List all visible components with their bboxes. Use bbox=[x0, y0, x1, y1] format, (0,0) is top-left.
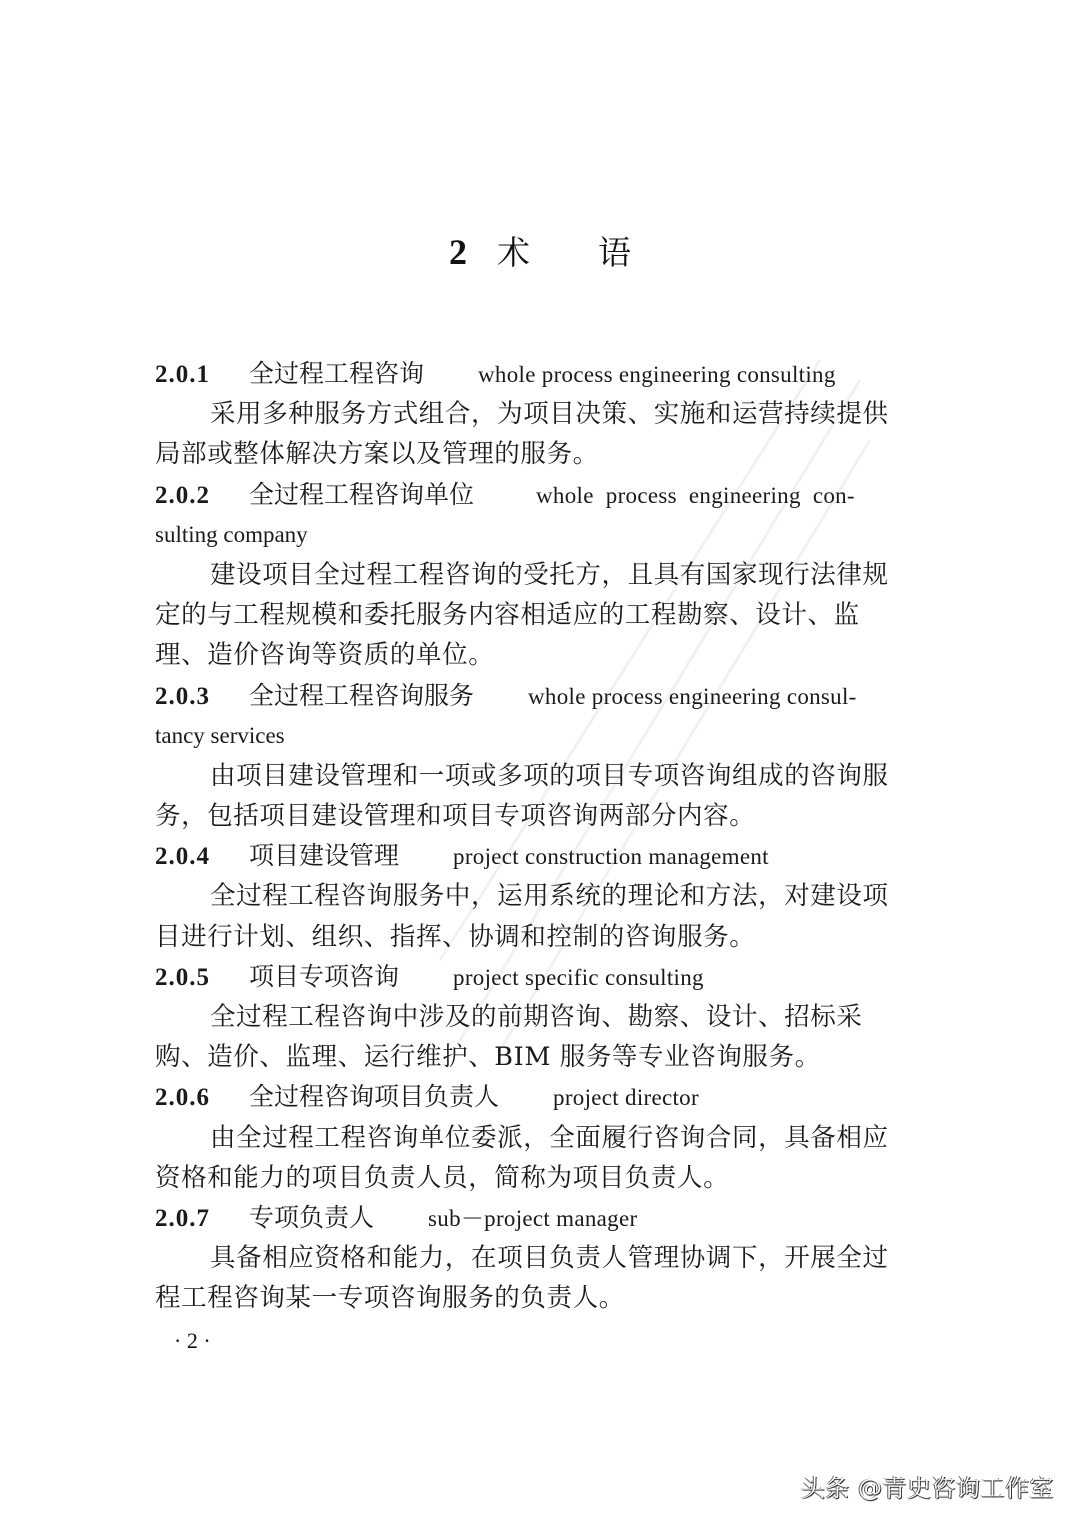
term-chinese: 项目建设管理 bbox=[249, 841, 400, 871]
term-definition-line: 全过程工程咨询服务中，运用系统的理论和方法，对建设项 bbox=[210, 881, 889, 912]
term-heading bbox=[155, 676, 910, 716]
term-number: 2.0.4 bbox=[155, 843, 210, 871]
term-definition-line: 具备相应资格和能力，在项目负责人管理协调下，开展全过 bbox=[210, 1243, 889, 1274]
term-chinese: 专项负责人 bbox=[249, 1202, 375, 1232]
term-definition-line: 采用多种服务方式组合，为项目决策、实施和运营持续提供 bbox=[210, 399, 889, 430]
term-heading bbox=[155, 1077, 910, 1117]
term-english-continued: tancy services bbox=[155, 722, 285, 748]
term-heading bbox=[155, 1198, 910, 1238]
term-chinese: 全过程工程咨询服务 bbox=[249, 680, 475, 710]
chapter-number: 2 bbox=[449, 232, 467, 272]
term-heading bbox=[155, 957, 910, 997]
term-english-continued: sulting company bbox=[155, 521, 308, 547]
term-definition-line: 程工程咨询某一专项咨询服务的负责人。 bbox=[155, 1283, 625, 1314]
term-definition-line: 由项目建设管理和一项或多项的项目专项咨询组成的咨询服 bbox=[210, 760, 889, 791]
chapter-title-char-1: 术 bbox=[497, 233, 530, 272]
term-definition-line: 目进行计划、组织、指挥、协调和控制的咨询服务。 bbox=[155, 921, 756, 952]
term-chinese: 项目专项咨询 bbox=[249, 961, 400, 991]
terms-list bbox=[155, 354, 910, 1319]
term-heading bbox=[155, 354, 910, 394]
term-english: whole process engineering consul- bbox=[528, 683, 857, 709]
term-definition-line: 全过程工程咨询中涉及的前期咨询、勘察、设计、招标采 bbox=[210, 1002, 863, 1032]
term-english: whole process engineering consulting bbox=[478, 362, 836, 387]
page-number: · 2 · bbox=[174, 1328, 211, 1353]
source-watermark: 头条 @青史咨询工作室 bbox=[800, 1474, 1054, 1502]
term-english: sub－project manager bbox=[428, 1205, 638, 1231]
term-heading bbox=[155, 836, 910, 876]
term-definition-line: 资格和能力的项目负责人员，简称为项目负责人。 bbox=[155, 1162, 730, 1193]
term-chinese: 全过程工程咨询 bbox=[249, 359, 425, 388]
chapter-title-char-2: 语 bbox=[598, 233, 631, 272]
term-number: 2.0.3 bbox=[155, 682, 210, 710]
chapter-title bbox=[0, 222, 1080, 283]
term-english: project specific consulting bbox=[453, 964, 704, 990]
term-heading bbox=[155, 475, 910, 515]
term-chinese: 全过程咨询项目负责人 bbox=[249, 1082, 500, 1112]
term-english: whole process engineering con- bbox=[536, 482, 855, 508]
term-definition-line: 购、造价、监理、运行维护、BIM 服务等专业咨询服务。 bbox=[155, 1042, 821, 1073]
term-number: 2.0.1 bbox=[155, 361, 210, 388]
term-definition-line: 局部或整体解决方案以及管理的服务。 bbox=[155, 439, 599, 470]
term-definition-line: 建设项目全过程工程咨询的受托方，且具有国家现行法律规 bbox=[210, 559, 889, 590]
term-number: 2.0.7 bbox=[155, 1204, 210, 1232]
term-chinese: 全过程工程咨询单位 bbox=[249, 479, 475, 509]
term-number: 2.0.6 bbox=[155, 1084, 210, 1112]
term-number: 2.0.5 bbox=[155, 963, 210, 991]
term-definition-line: 务，包括项目建设管理和项目专项咨询两部分内容。 bbox=[155, 801, 756, 832]
term-definition-line: 理、造价咨询等资质的单位。 bbox=[155, 640, 495, 671]
term-english: project construction management bbox=[453, 844, 769, 870]
term-definition-line: 定的与工程规模和委托服务内容相适应的工程勘察、设计、监 bbox=[155, 600, 860, 631]
term-english: project director bbox=[553, 1085, 699, 1111]
term-number: 2.0.2 bbox=[155, 481, 210, 509]
term-definition-line: 由全过程工程咨询单位委派，全面履行咨询合同，具备相应 bbox=[210, 1122, 889, 1153]
